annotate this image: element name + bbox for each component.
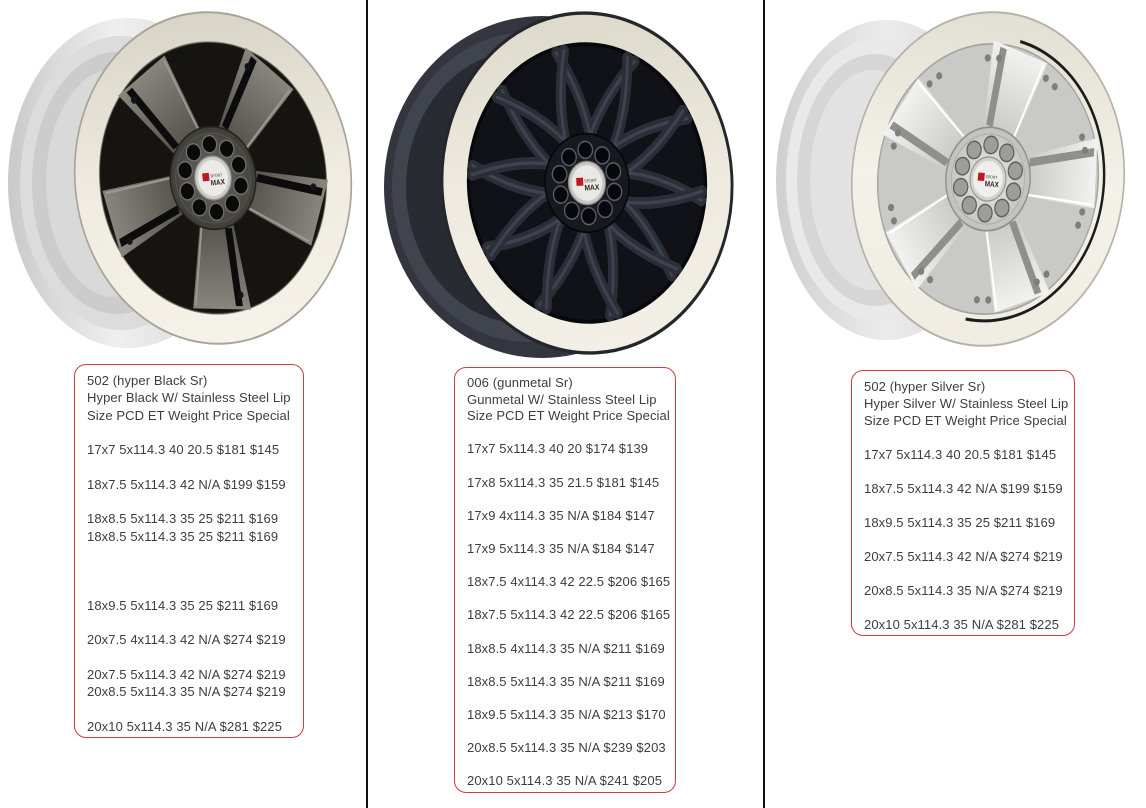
spec-line: 17x7 5x114.3 40 20 $174 $139: [467, 441, 649, 457]
spec-line: 20x8.5 5x114.3 35 N/A $274 $219: [864, 583, 1063, 598]
svg-text:MAX: MAX: [584, 182, 600, 193]
spec-blank-line: [467, 491, 671, 508]
spec-line: 502 (hyper Black Sr): [87, 373, 208, 388]
spec-blank-line: [864, 531, 1070, 548]
spec-blank-line: [87, 458, 299, 475]
spec-blank-line: [467, 757, 671, 774]
spec-blank-line: [467, 624, 671, 641]
spec-line: 20x10 5x114.3 35 N/A $281 $225: [87, 718, 283, 734]
wheel-image-hyper-silver[interactable]: [772, 6, 1144, 356]
spec-blank-line: [864, 497, 1070, 514]
spec-line: 20x8.5 5x114.3 35 N/A $239 $203: [467, 740, 666, 756]
svg-text:MAX: MAX: [984, 180, 999, 190]
spec-blank-line: [864, 429, 1070, 446]
spec-blank-line: [87, 614, 299, 631]
spec-line: 20x7.5 4x114.3 42 N/A $274 $219: [87, 632, 286, 648]
spec-box-hyper-silver: [851, 370, 1075, 636]
spec-line: Size PCD ET Weight Price Special: [467, 408, 670, 424]
spec-line: 18x7.5 4x114.3 42 22.5 $206 $165: [467, 574, 671, 590]
spec-line: Size PCD ET Weight Price Special: [87, 407, 290, 423]
column-divider: [763, 0, 765, 808]
spec-blank-line: [864, 565, 1070, 582]
column-divider: [366, 0, 368, 808]
spec-line: 17x9 4x114.3 35 N/A $184 $147: [467, 507, 655, 523]
spec-line: 18x8.5 5x114.3 35 N/A $211 $169: [467, 673, 665, 689]
spec-line: 17x8 5x114.3 35 21.5 $181 $145: [467, 474, 660, 490]
spec-box-hyper-black: [74, 364, 304, 738]
svg-text:MAX: MAX: [210, 178, 226, 188]
spec-line: 20x10 5x114.3 35 N/A $241 $205: [467, 773, 663, 789]
spec-blank-line: [87, 701, 299, 718]
spec-box-gunmetal: [454, 367, 676, 793]
spec-blank-line: [87, 649, 299, 666]
spec-line: 18x8.5 4x114.3 35 N/A $211 $169: [467, 640, 665, 656]
spec-line: 502 (hyper Silver Sr): [864, 379, 986, 394]
spec-line: 18x9.5 5x114.3 35 N/A $213 $170: [467, 706, 666, 722]
spec-blank-line: [87, 424, 299, 441]
spec-line: Hyper Silver W/ Stainless Steel Lip: [864, 396, 1069, 411]
spec-line: 18x7.5 5x114.3 42 22.5 $206 $165: [467, 607, 671, 623]
spec-blank-line: [467, 591, 671, 608]
spec-line: 20x10 5x114.3 35 N/A $281 $225: [864, 617, 1060, 632]
spec-line: 17x7 5x114.3 40 20.5 $181 $145: [87, 442, 280, 458]
spec-line: 20x7.5 5x114.3 42 N/A $274 $219: [864, 549, 1063, 564]
spec-blank-line: [864, 463, 1070, 480]
spec-line: 18x8.5 5x114.3 35 25 $211 $169: [87, 511, 279, 527]
spec-line: 18x7.5 5x114.3 42 N/A $199 $159: [864, 481, 1063, 496]
wheel-image-gunmetal[interactable]: [380, 6, 762, 362]
spec-blank-line: [467, 723, 671, 740]
spec-line: 006 (gunmetal Sr): [467, 375, 573, 390]
wheel-image-hyper-black[interactable]: [4, 6, 364, 352]
spec-line: 18x9.5 5x114.3 35 25 $211 $169: [87, 597, 279, 613]
spec-blank-line: [87, 562, 299, 579]
spec-blank-line: [864, 599, 1070, 616]
svg-text:SPORT: SPORT: [209, 172, 223, 179]
spec-line: 18x9.5 5x114.3 35 25 $211 $169: [864, 515, 1056, 530]
spec-blank-line: [467, 558, 671, 575]
spec-blank-line: [87, 580, 299, 597]
spec-blank-line: [467, 690, 671, 707]
spec-line: 18x7.5 5x114.3 42 N/A $199 $159: [87, 476, 286, 492]
spec-line: 18x8.5 5x114.3 35 25 $211 $169: [87, 528, 279, 544]
spec-blank-line: [87, 545, 299, 562]
spec-blank-line: [467, 524, 671, 541]
spec-line: 17x9 5x114.3 35 N/A $184 $147: [467, 540, 655, 556]
spec-line: Hyper Black W/ Stainless Steel Lip: [87, 390, 291, 406]
spec-line: Gunmetal W/ Stainless Steel Lip: [467, 391, 657, 407]
spec-line: 20x8.5 5x114.3 35 N/A $274 $219: [87, 684, 286, 700]
spec-blank-line: [467, 425, 671, 442]
spec-blank-line: [467, 657, 671, 674]
svg-text:SPORT: SPORT: [583, 177, 598, 184]
spec-blank-line: [87, 493, 299, 510]
spec-line: 20x7.5 5x114.3 42 N/A $274 $219: [87, 667, 286, 683]
spec-blank-line: [467, 458, 671, 475]
spec-line: 17x7 5x114.3 40 20.5 $181 $145: [864, 447, 1057, 462]
svg-text:SPORT: SPORT: [985, 173, 998, 181]
spec-line: Size PCD ET Weight Price Special: [864, 413, 1067, 428]
